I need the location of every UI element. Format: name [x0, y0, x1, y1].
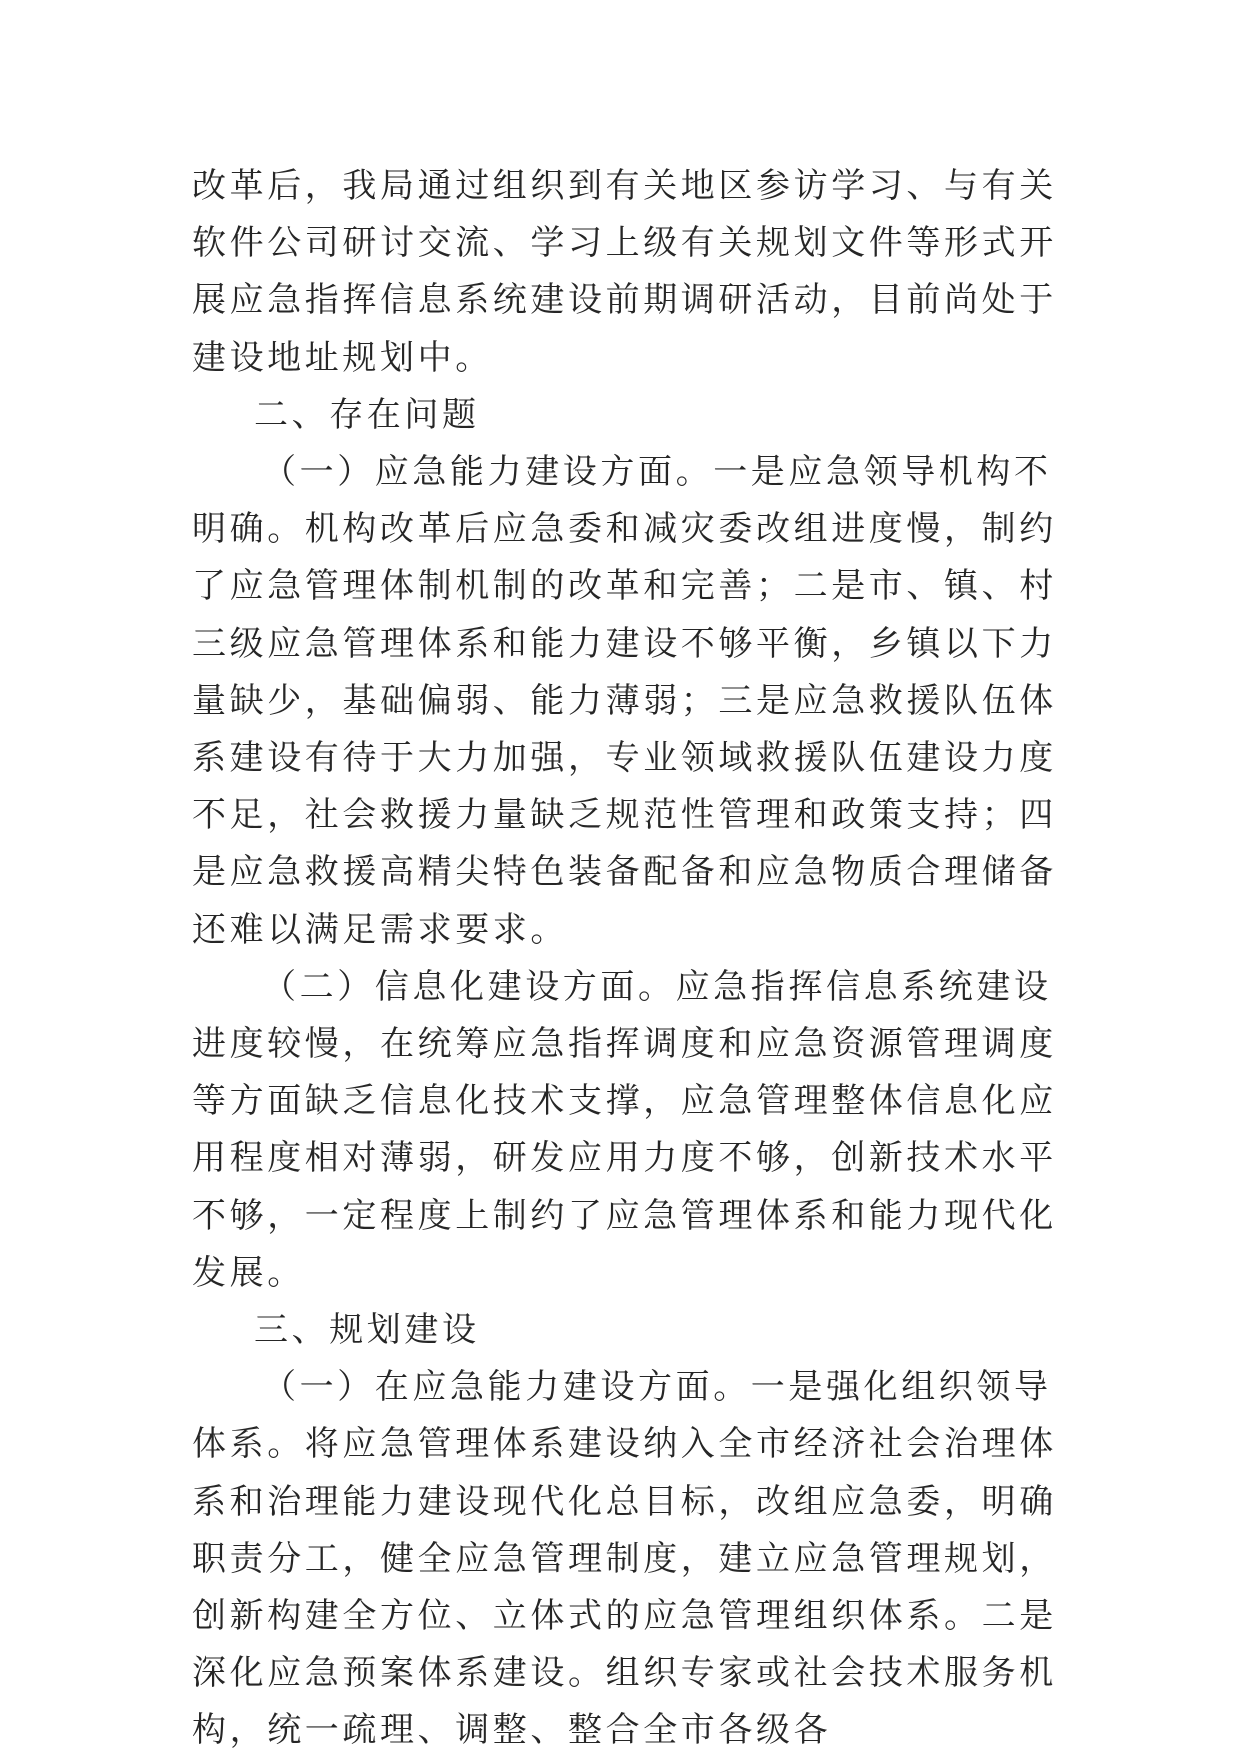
section-heading-planning: 三、规划建设 — [254, 1310, 480, 1351]
section-heading-problems: 二、存在问题 — [254, 394, 480, 435]
document-body — [192, 158, 1062, 1760]
paragraph-continuation: 改革后，我局通过组织到有关地区参访学习、与有关软件公司研讨交流、学习上级有关规划文件等形式开展应急指挥信息系统建设前期调研活动，目前尚处于建设地址规划中。 — [192, 166, 1057, 378]
paragraph-emergency-capacity-problems: （一）应急能力建设方面。一是应急领导机构不明确。机构改革后应急委和减灾委改组进度慢，制约了应急管理体制机制的改革和完善；二是市、镇、村三级应急管理体系和能力建设不够平衡，乡镇以下力量缺少，基础偏弱、能力薄弱；三是应急救援队伍体系建设有待于大力加强，专业领域救援队伍建设力度不足，社会救援力量缺乏规范性管理和政策支持；四是应急救援高精尖特色装备配备和应急物质合理储备还难以满足需求要求。 — [192, 452, 1057, 950]
paragraph-emergency-capacity-planning: （一）在应急能力建设方面。一是强化组织领导体系。将应急管理体系建设纳入全市经济社会治理体系和治理能力建设现代化总目标，改组应急委，明确职责分工，健全应急管理制度，建立应急管理规划，创新构建全方位、立体式的应急管理组织体系。二是深化应急预案体系建设。组织专家或社会技术服务机构，统一疏理、调整、整合全市各级各 — [192, 1367, 1057, 1751]
paragraph-informatization-problems: （二）信息化建设方面。应急指挥信息系统建设进度较慢，在统筹应急指挥调度和应急资源管理调度等方面缺乏信息化技术支撑，应急管理整体信息化应用程度相对薄弱，研发应用力度不够，创新技术水平不够，一定程度上制约了应急管理体系和能力现代化发展。 — [192, 966, 1057, 1293]
